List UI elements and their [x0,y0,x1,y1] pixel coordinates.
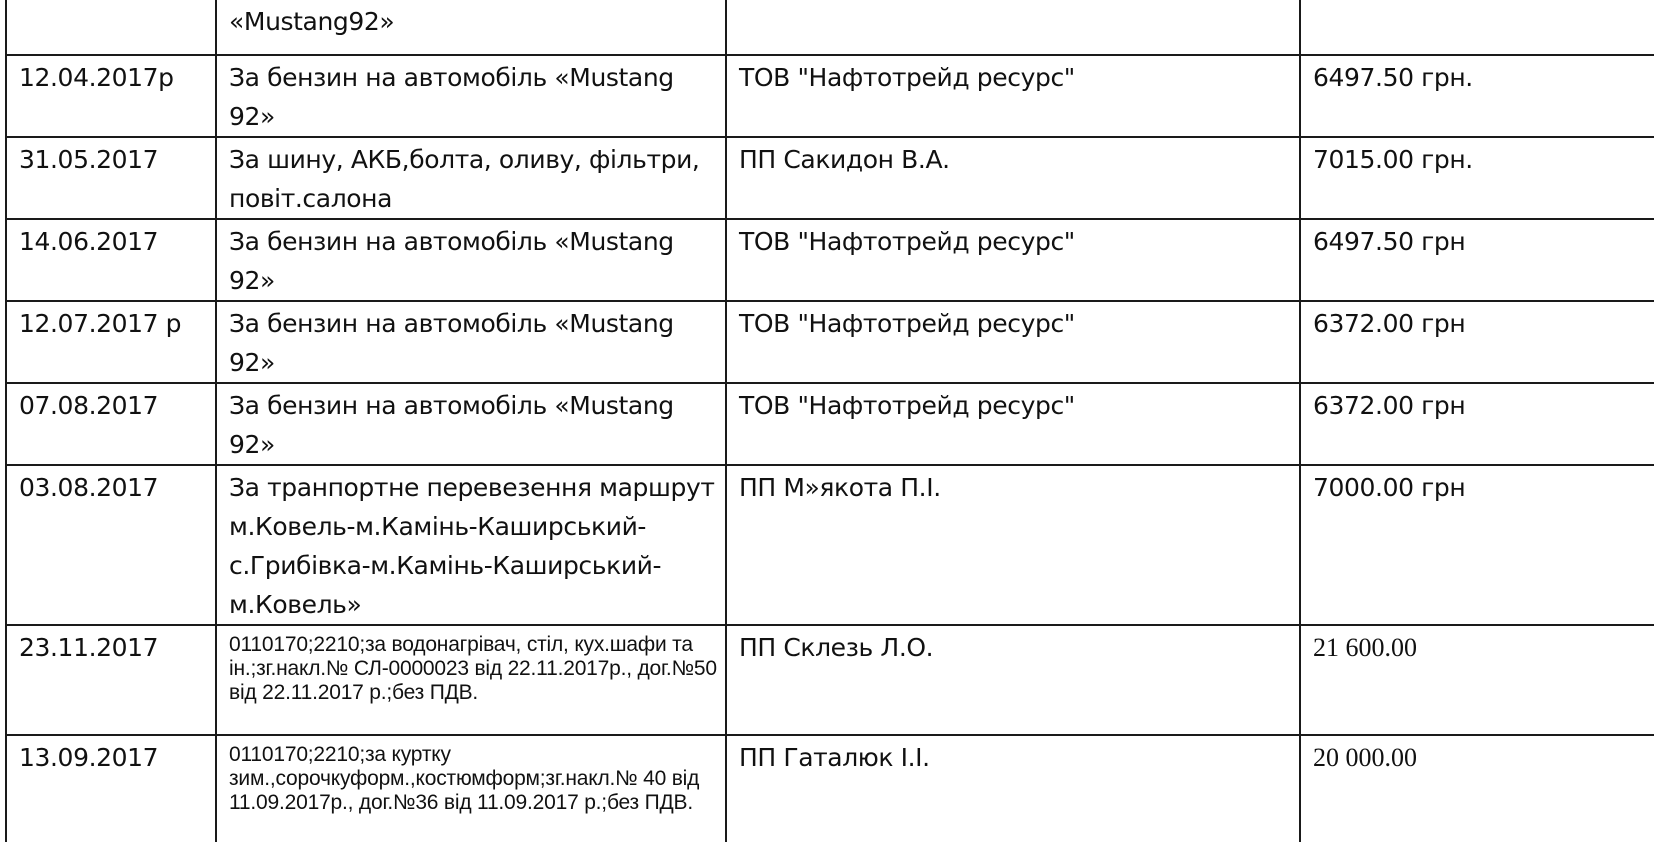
table-row [6,55,1654,137]
description-cell: За бензин на автомобіль «Mustang 92» [216,301,726,383]
table-row [6,625,1654,735]
amount-cell: 6372.00 грн [1300,301,1654,383]
amount-cell: 6497.50 грн [1300,219,1654,301]
table-row [6,465,1654,625]
description-cell: За шину, АКБ,болта, оливу, фільтри, повіт.салона [216,137,726,219]
amount-cell: 6372.00 грн [1300,383,1654,465]
date-cell: 03.08.2017 [6,465,216,625]
expense-table [5,0,1654,842]
description-small-text: 0110170;2210;за водонагрівач, стіл, кух.шафи та ін.;зг.накл.№ СЛ-0000023 від 22.11.2017р., дог.№50 від 22.11.2017 р.;без ПДВ. [229,633,717,704]
amount-value: 21 600.00 [1313,633,1417,662]
table-row [6,219,1654,301]
date-cell: 14.06.2017 [6,219,216,301]
supplier-cell [726,0,1300,55]
description-cell: За транпортне перевезення маршрут м.Ковель-м.Камінь-Каширський-с.Грибівка-м.Камінь-Каширський-м.Ковель» [216,465,726,625]
amount-cell [1300,735,1654,842]
supplier-cell: ТОВ "Нафтотрейд ресурс" [726,383,1300,465]
description-cell [216,735,726,842]
description-cell: За бензин на автомобіль «Mustang 92» [216,383,726,465]
supplier-cell: ТОВ "Нафтотрейд ресурс" [726,219,1300,301]
date-cell: 12.07.2017 р [6,301,216,383]
table-row-continuation [6,0,1654,55]
supplier-cell: ТОВ "Нафтотрейд ресурс" [726,301,1300,383]
amount-cell [1300,625,1654,735]
description-cell [216,625,726,735]
table-row [6,735,1654,842]
date-cell: 23.11.2017 [6,625,216,735]
date-cell: 31.05.2017 [6,137,216,219]
description-cell: За бензин на автомобіль «Mustang 92» [216,219,726,301]
table-row [6,383,1654,465]
table-row [6,301,1654,383]
amount-cell: 6497.50 грн. [1300,55,1654,137]
supplier-cell: ПП Сакидон В.А. [726,137,1300,219]
supplier-cell: ПП Склезь Л.О. [726,625,1300,735]
amount-cell [1300,0,1654,55]
description-small-text: 0110170;2210;за куртку зим.,сорочкуформ.,костюмформ;зг.накл.№ 40 від 11.09.2017р., дог.№36 від 11.09.2017 р.;без ПДВ. [229,743,700,814]
amount-cell: 7015.00 грн. [1300,137,1654,219]
description-cell: «Mustang92» [216,0,726,55]
description-cell: За бензин на автомобіль «Mustang 92» [216,55,726,137]
date-cell: 07.08.2017 [6,383,216,465]
date-cell: 12.04.2017р [6,55,216,137]
supplier-cell: ПП М»якота П.І. [726,465,1300,625]
supplier-cell: ТОВ "Нафтотрейд ресурс" [726,55,1300,137]
date-cell: 13.09.2017 [6,735,216,842]
amount-value: 20 000.00 [1313,743,1417,772]
amount-cell: 7000.00 грн [1300,465,1654,625]
supplier-cell: ПП Гаталюк І.І. [726,735,1300,842]
date-cell [6,0,216,55]
table-row [6,137,1654,219]
